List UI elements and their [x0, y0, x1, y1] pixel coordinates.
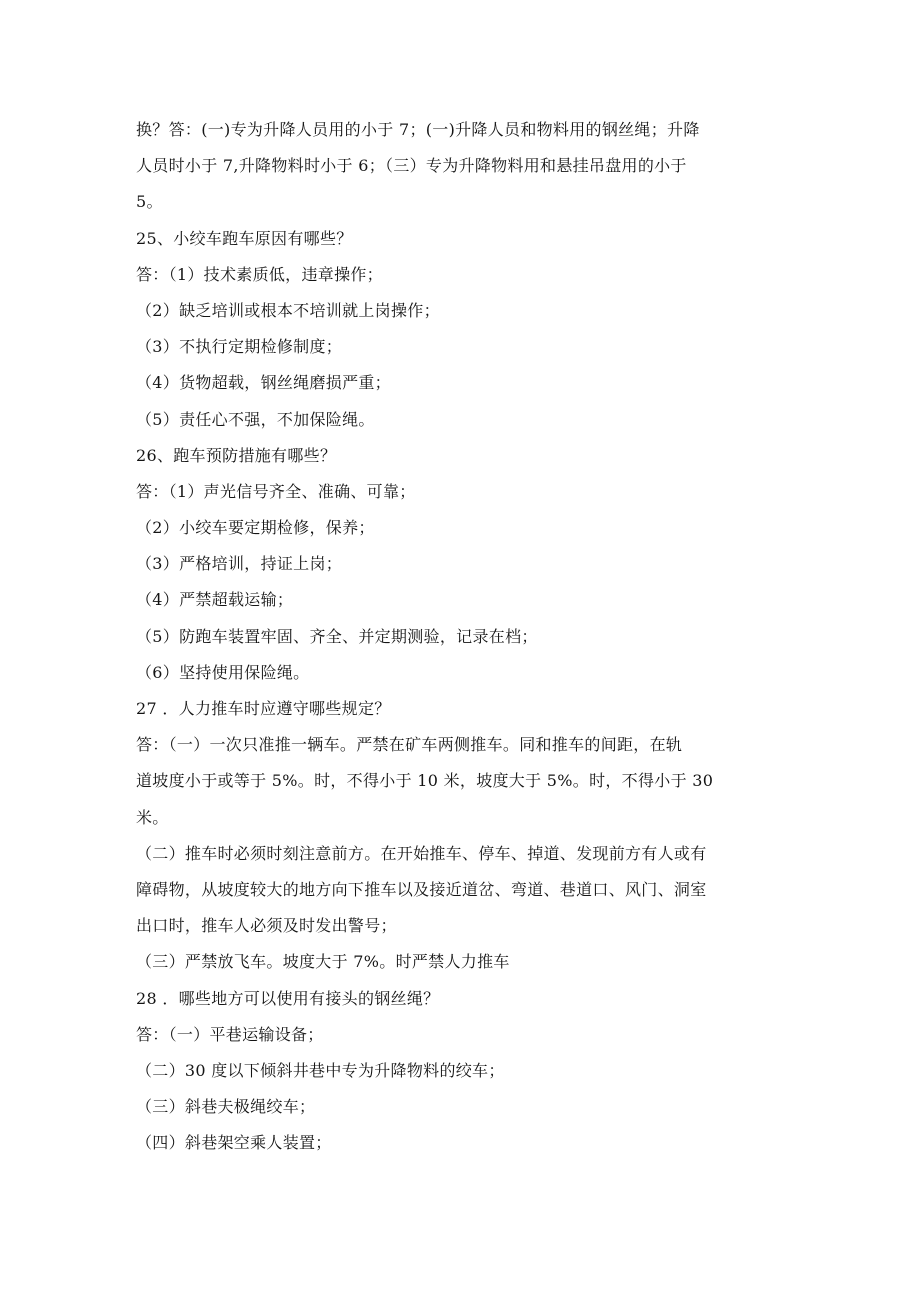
continuation-answer-line-3: 5。: [136, 192, 163, 212]
answer-28-item-1: 答：（一）平巷运输设备；: [136, 1024, 324, 1044]
answer-27-item-2-line-3: 出口时，推车人必须及时发出警号；: [136, 916, 397, 936]
answer-27-item-2-line-1: （二）推车时必须时刻注意前方。在开始推车、停车、掉道、发现前方有人或有: [136, 843, 707, 863]
continuation-answer-line-1: 换？答：(一)专为升降人员用的小于 7；(一)升降人员和物料用的钢丝绳；升降: [136, 120, 700, 139]
question-26-heading: 26、跑车预防措施有哪些？: [136, 445, 337, 465]
answer-27-item-3: （三）严禁放飞车。坡度大于 7%。时严禁人力推车: [136, 952, 510, 972]
answer-26-item-1: 答：（1）声光信号齐全、准确、可靠；: [136, 481, 416, 501]
answer-26-item-2: （2）小绞车要定期检修，保养；: [136, 518, 375, 538]
answer-28-item-3: （三）斜巷夫极绳绞车；: [136, 1097, 316, 1117]
answer-26-item-3: （3）严格培训，持证上岗；: [136, 554, 343, 574]
answer-28-item-2: （二）30 度以下倾斜井巷中专为升降物料的绞车；: [136, 1060, 505, 1080]
answer-26-item-6: （6）坚持使用保险绳。: [136, 662, 310, 682]
question-25-heading: 25、小绞车跑车原因有哪些？: [136, 228, 353, 248]
answer-25-item-5: （5）责任心不强，不加保险绳。: [136, 409, 375, 429]
answer-25-item-2: （2）缺乏培训或根本不培训就上岗操作；: [136, 300, 440, 320]
answer-25-item-4: （4）货物超载，钢丝绳磨损严重；: [136, 373, 391, 393]
answer-27-item-1-line-3: 米。: [136, 807, 169, 827]
answer-27-item-2-line-2: 障碍物，从坡度较大的地方向下推车以及接近道岔、弯道、巷道口、风门、洞室: [136, 879, 707, 899]
question-27-heading: 27 ．人力推车时应遵守哪些规定？: [136, 699, 391, 718]
continuation-answer-line-2: 人员时小于 7,升降物料时小于 6；（三）专为升降物料用和悬挂吊盘用的小于: [136, 156, 687, 176]
answer-26-item-4: （4）严禁超载运输；: [136, 590, 294, 610]
answer-27-item-1-line-2: 道坡度小于或等于 5%。时，不得小于 10 米，坡度大于 5%。时，不得小于 30: [136, 771, 714, 791]
document-body: [136, 112, 786, 1161]
answer-27-item-1-line-1: 答：（一）一次只准推一辆车。严禁在矿车两侧推车。同和推车的间距，在轨: [136, 735, 683, 755]
question-28-heading: 28 ．哪些地方可以使用有接头的钢丝绳？: [136, 988, 440, 1008]
answer-28-item-4: （四）斜巷架空乘人装置；: [136, 1133, 332, 1153]
answer-25-item-3: （3）不执行定期检修制度；: [136, 337, 343, 357]
answer-25-item-1: 答：（1）技术素质低，违章操作；: [136, 264, 383, 284]
answer-26-item-5: （5）防跑车装置牢固、齐全、并定期测验，记录在档；: [136, 626, 538, 646]
